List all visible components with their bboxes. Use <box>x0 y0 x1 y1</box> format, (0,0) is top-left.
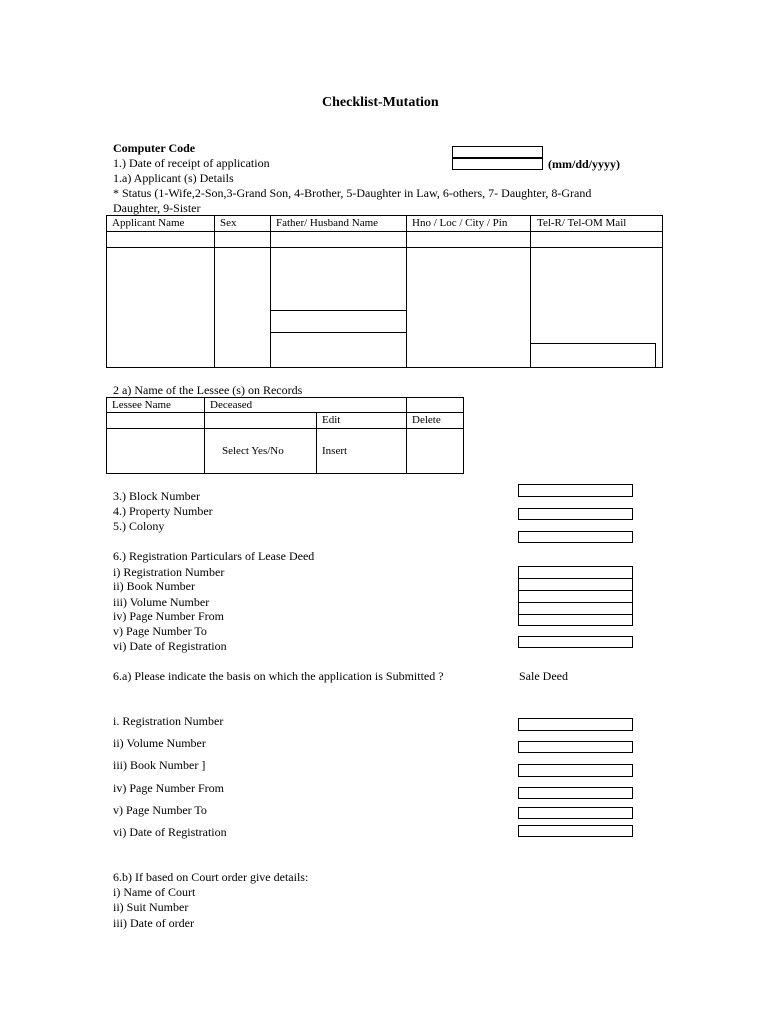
reg-registration-number-label: i) Registration Number <box>113 565 225 579</box>
sale-date-field[interactable] <box>518 825 633 837</box>
reg-volume-number-label: iii) Volume Number <box>113 595 210 609</box>
sale-page-from-label: iv) Page Number From <box>113 781 224 795</box>
sale-date-label: vi) Date of Registration <box>113 825 227 839</box>
computer-code-field[interactable] <box>452 146 543 158</box>
reg-page-to-field[interactable] <box>518 614 633 626</box>
table-divider <box>106 428 464 429</box>
header-lessee-name: Lessee Name <box>112 399 171 411</box>
table-divider <box>270 310 406 311</box>
sale-page-to-field[interactable] <box>518 807 633 819</box>
block-number-label: 3.) Block Number <box>113 489 200 503</box>
reg-book-number-label: ii) Book Number <box>113 579 195 593</box>
table-divider <box>316 412 317 474</box>
sale-book-number-label: iii) Book Number ] <box>113 758 206 772</box>
court-heading: 6.b) If based on Court order give details: <box>113 870 309 884</box>
computer-code-label: Computer Code <box>113 141 196 155</box>
block-number-field[interactable] <box>518 484 633 497</box>
reg-date-field[interactable] <box>518 636 633 648</box>
property-number-field[interactable] <box>518 508 633 520</box>
table-divider <box>406 397 407 474</box>
sale-volume-number-label: ii) Volume Number <box>113 736 206 750</box>
insert-link[interactable]: Insert <box>322 445 348 457</box>
header-contact: Tel-R/ Tel-OM Mail <box>537 217 627 229</box>
colony-label: 5.) Colony <box>113 519 165 533</box>
registration-heading: 6.) Registration Particulars of Lease Deed <box>113 549 315 563</box>
status-line-1: * Status (1-Wife,2-Son,3-Grand Son, 4-Brother, 5-Daughter in Law, 6-others, 7- Daughter, 8-Grand <box>113 186 592 200</box>
header-father-husband-name: Father/ Husband Name <box>276 217 379 229</box>
suit-number-label: ii) Suit Number <box>113 900 189 914</box>
date-format-hint: (mm/dd/yyyy) <box>548 157 620 171</box>
table-divider <box>204 397 205 474</box>
table-divider <box>106 412 464 413</box>
page-title: Checklist-Mutation <box>322 95 439 110</box>
reg-date-label: vi) Date of Registration <box>113 639 227 653</box>
sale-book-number-field[interactable] <box>518 764 633 777</box>
order-date-label: iii) Date of order <box>113 916 194 930</box>
sale-volume-number-field[interactable] <box>518 741 633 753</box>
edit-link[interactable]: Edit <box>322 414 341 426</box>
court-name-label: i) Name of Court <box>113 885 196 899</box>
sale-page-from-field[interactable] <box>518 787 633 799</box>
reg-page-from-label: iv) Page Number From <box>113 609 224 623</box>
sale-page-to-label: v) Page Number To <box>113 803 207 817</box>
table-divider <box>106 231 663 232</box>
applicant-details-label: 1.a) Applicant (s) Details <box>113 171 234 185</box>
table-divider <box>214 215 215 368</box>
colony-field[interactable] <box>518 531 633 543</box>
header-applicant-name: Applicant Name <box>112 217 185 229</box>
date-receipt-field[interactable] <box>452 158 543 170</box>
table-divider <box>270 332 406 333</box>
status-line-2: Daughter, 9-Sister <box>113 201 201 215</box>
sale-registration-number-label: i. Registration Number <box>113 714 224 728</box>
lessee-label: 2 a) Name of the Lessee (s) on Records <box>113 383 303 397</box>
property-number-label: 4.) Property Number <box>113 504 213 518</box>
mail-input-box[interactable] <box>530 343 656 368</box>
deceased-select[interactable]: Select Yes/No <box>222 445 284 457</box>
delete-link[interactable]: Delete <box>412 414 441 426</box>
table-divider <box>270 215 271 368</box>
date-receipt-label: 1.) Date of receipt of application <box>113 156 270 170</box>
basis-value[interactable]: Sale Deed <box>519 669 568 683</box>
header-deceased: Deceased <box>210 399 253 411</box>
sale-registration-number-field[interactable] <box>518 718 633 731</box>
basis-question: 6.a) Please indicate the basis on which the application is Submitted ? <box>113 669 444 683</box>
header-sex: Sex <box>220 217 237 229</box>
table-divider <box>406 215 407 368</box>
header-address: Hno / Loc / City / Pin <box>412 217 508 229</box>
reg-page-to-label: v) Page Number To <box>113 624 207 638</box>
table-divider <box>106 247 663 248</box>
